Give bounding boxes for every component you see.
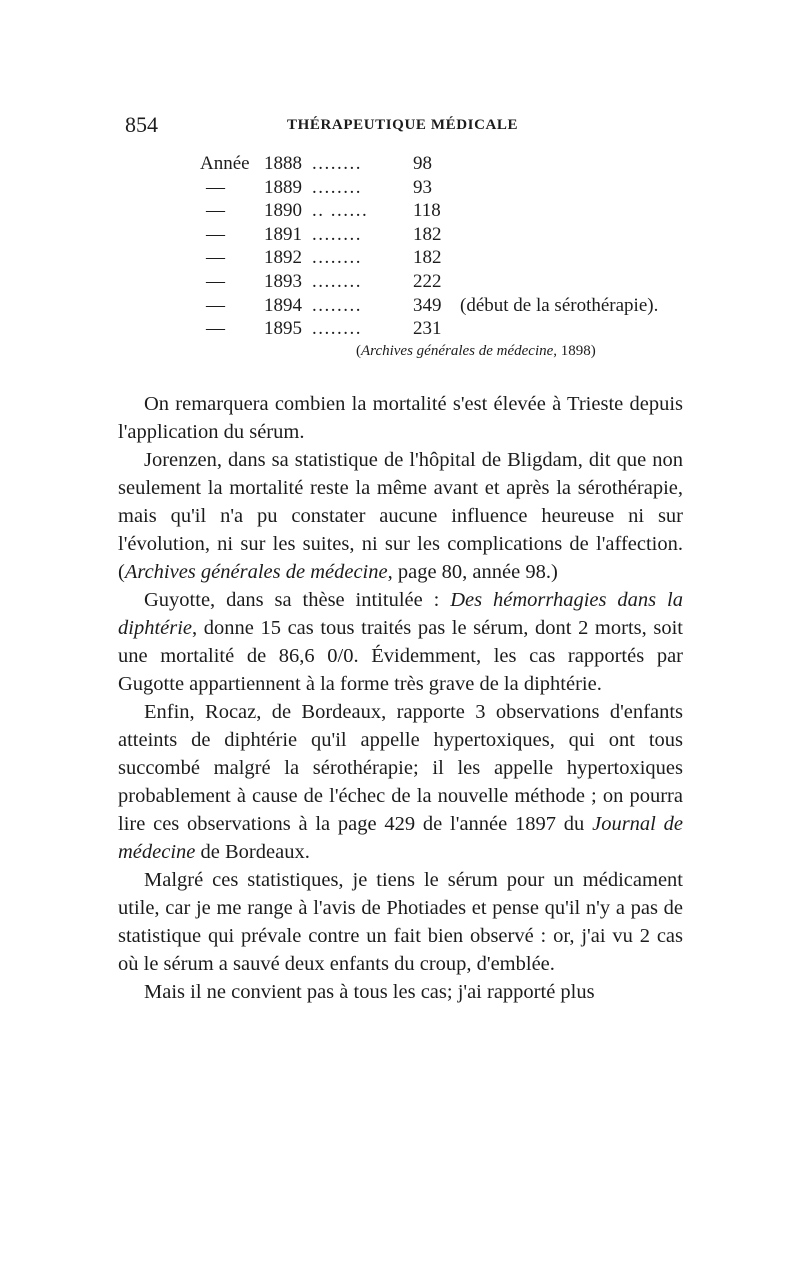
row-year: 1893 xyxy=(264,270,302,292)
row-leader-dots: ........ xyxy=(312,153,362,174)
paragraph-text: Jorenzen, dans sa statistique de l'hôpital de Bligdam, dit que non seulement la mortalité reste la même avant et après la sérothérapie, mais qu'il n'a pu constater aucune influence heureuse ni sur l'évolution, ni sur les suites, ni sur les complications de l'affection. ( xyxy=(118,449,683,583)
paragraph-guyotte xyxy=(118,586,683,698)
row-label: — xyxy=(206,294,225,316)
source-prefix: ( xyxy=(356,343,361,359)
row-value: 98 xyxy=(413,153,432,174)
table-row xyxy=(200,152,720,176)
row-leader-dots: ........ xyxy=(312,247,362,269)
row-value: 222 xyxy=(413,270,442,292)
row-value: 118 xyxy=(413,200,441,222)
source-suffix: , 1898) xyxy=(553,343,596,359)
row-year: 1895 xyxy=(264,318,302,340)
row-label: — xyxy=(206,247,225,269)
row-note: (début de la sérothérapie). xyxy=(460,294,659,316)
row-label: — xyxy=(206,270,225,292)
table-row xyxy=(200,223,720,247)
row-year: 1891 xyxy=(264,223,302,245)
citation-italic: Des hémorrhagies dans la diphtérie xyxy=(118,589,683,639)
citation-italic: Journal de médecine xyxy=(118,813,683,863)
paragraph-text: Enfin, Rocaz, de Bordeaux, rapporte 3 observations d'enfants atteints de diphtérie qu'il appelle hypertoxiques, qui ont tous succombé malgré la sérothérapie; il les appelle hypertoxiques probablement à cause de l'échec de la nouvelle méthode ; on pourra lire ces observations à la page 429 de l'année 1897 du xyxy=(118,701,683,835)
row-label: — xyxy=(206,176,225,198)
page-number: 854 xyxy=(125,112,158,137)
row-year: 1892 xyxy=(264,247,302,269)
row-value: 231 xyxy=(413,318,442,340)
mortality-table xyxy=(200,152,720,341)
row-leader-dots: ........ xyxy=(312,223,362,245)
paragraph-text: , donne 15 cas tous traités pas le sérum, dont 2 morts, soit une mortalité de 86,6 0/0. Évidemment, les cas rapportés par Gugotte appartiennent à la forme très grave de la diphtérie. xyxy=(118,617,683,695)
row-leader-dots: ........ xyxy=(312,294,362,316)
page-header xyxy=(125,112,682,142)
paragraph-continuation: Mais il ne convient pas à tous les cas; j'ai rapporté plus xyxy=(144,981,595,1003)
running-title: THÉRAPEUTIQUE MÉDICALE xyxy=(287,117,519,133)
body-text xyxy=(118,390,683,1006)
paragraph-text: , page 80, année 98.) xyxy=(387,561,558,583)
paragraph-trieste: On remarquera combien la mortalité s'est élevée à Trieste depuis l'application du sérum. xyxy=(118,393,683,443)
table-row xyxy=(200,199,720,223)
row-leader-dots: ........ xyxy=(312,318,362,340)
row-year: 1894 xyxy=(264,294,302,316)
row-year: 1890 xyxy=(264,200,302,222)
row-value: 349 xyxy=(413,294,442,316)
row-label: Année xyxy=(200,153,250,174)
row-leader-dots: ........ xyxy=(312,176,362,198)
row-label: — xyxy=(206,318,225,340)
citation-italic: Archives générales de médecine xyxy=(124,561,388,583)
paragraph-rocaz xyxy=(118,698,683,866)
row-leader-dots: ........ xyxy=(312,270,362,292)
source-journal: Archives générales de médecine xyxy=(361,343,554,359)
table-row xyxy=(200,294,720,318)
table-source-citation xyxy=(356,343,596,360)
row-value: 93 xyxy=(413,176,432,198)
row-label: — xyxy=(206,200,225,222)
row-label: — xyxy=(206,223,225,245)
row-value: 182 xyxy=(413,223,442,245)
table-row xyxy=(200,176,720,200)
row-leader-dots: .. ...... xyxy=(312,200,369,222)
paragraph-statistics: Malgré ces statistiques, je tiens le sérum pour un médicament utile, car je me range à l'avis de Photiades et pense qu'il n'y a pas de statistique qui prévale contre un fait bien observé : or, j'ai vu 2 cas où le sérum a sauvé deux enfants du croup, d'emblée. xyxy=(118,869,683,975)
row-year: 1888 xyxy=(264,153,302,174)
table-row xyxy=(200,246,720,270)
paragraph-text: Guyotte, dans sa thèse intitulée : xyxy=(144,589,451,611)
paragraph-jorenzen xyxy=(118,446,683,586)
table-row xyxy=(200,317,720,341)
row-value: 182 xyxy=(413,247,442,269)
row-year: 1889 xyxy=(264,176,302,198)
table-row xyxy=(200,270,720,294)
paragraph-text: de Bordeaux. xyxy=(195,841,310,863)
